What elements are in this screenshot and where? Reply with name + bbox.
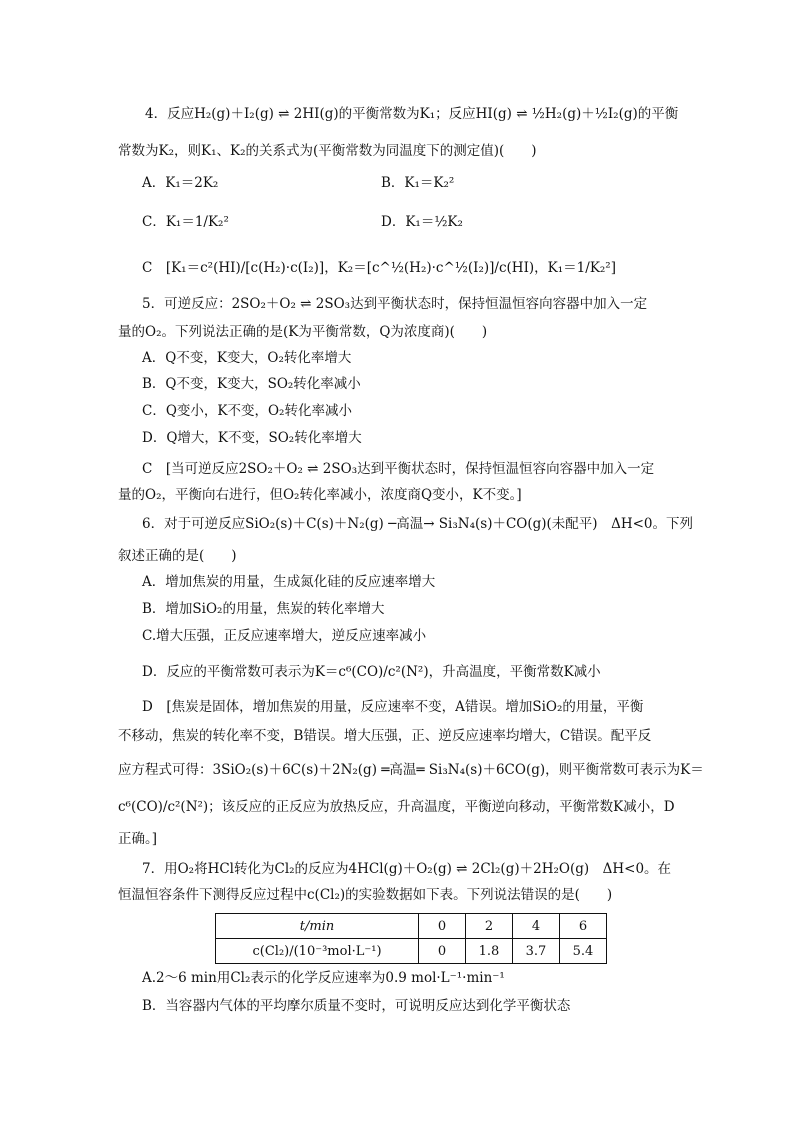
q4-option-c: C．K₁＝1/K₂² (142, 214, 229, 230)
table-cell: 1.8 (466, 939, 513, 964)
q6-stem-line2: 叙述正确的是( ) (118, 548, 237, 564)
q6-answer-line4: c⁶(CO)/c²(N²)；该反应的正反应为放热反应，升高温度，平衡逆向移动，平衡常数K减小，D (118, 799, 675, 815)
q4-option-a: A．K₁＝2K₂ (142, 175, 219, 191)
table-cell: 2 (466, 914, 513, 939)
q5-answer-line2: 量的O₂，平衡向右进行，但O₂转化率减小，浓度商Q变小，K不变。] (118, 487, 522, 503)
q7-option-a: A.2～6 min用Cl₂表示的化学反应速率为0.9 mol·L⁻¹·min⁻¹ (142, 970, 505, 986)
table-cell: 0 (419, 914, 466, 939)
q4-option-b: B．K₁＝K₂² (381, 175, 455, 191)
q4-stem-line1: 4．反应H₂(g)＋I₂(g) ⇌ 2HI(g)的平衡常数为K₁；反应HI(g) ⇌ ½H₂(g)＋½I₂(g)的平衡 (145, 106, 679, 122)
q4-stem-line2: 常数为K₂，则K₁、K₂的关系式为(平衡常数为同温度下的测定值)( ) (118, 143, 537, 159)
table-cell: 4 (513, 914, 560, 939)
q7-option-b: B．当容器内气体的平均摩尔质量不变时，可说明反应达到化学平衡状态 (142, 998, 571, 1014)
q6-option-d: D．反应的平衡常数可表示为K＝c⁶(CO)/c²(N²)，升高温度，平衡常数K减小 (142, 664, 601, 680)
table-cell: 3.7 (513, 939, 560, 964)
q6-answer-line1: D [焦炭是固体，增加焦炭的用量，反应速率不变，A错误。增加SiO₂的用量，平衡 (142, 699, 644, 715)
q6-stem-line1: 6．对于可逆反应SiO₂(s)＋C(s)＋N₂(g) ─高温→ Si₃N₄(s)＋CO(g)(未配平) ΔH<0。下列 (142, 516, 694, 532)
q6-answer-line5: 正确。] (118, 831, 158, 847)
q5-option-b: B．Q不变，K变大，SO₂转化率减小 (142, 376, 361, 392)
table-row (216, 914, 607, 939)
q7-stem-line1: 7．用O₂将HCl转化为Cl₂的反应为4HCl(g)＋O₂(g) ⇌ 2Cl₂(g)＋2H₂O(g) ΔH<0。在 (142, 861, 672, 877)
q4-option-d: D．K₁＝½K₂ (381, 214, 463, 230)
table-cell-concentration-label: c(Cl₂)/(10⁻³mol·L⁻¹) (216, 939, 419, 964)
table-cell-time-label: t/min (216, 914, 419, 939)
q5-answer-line1: C [当可逆反应2SO₂＋O₂ ⇌ 2SO₃达到平衡状态时，保持恒温恒容向容器中加入一定 (142, 461, 655, 477)
q4-answer: C [K₁＝c²(HI)/[c(H₂)·c(I₂)]，K₂＝[c^½(H₂)·c^½(I₂)]/c(HI)，K₁＝1/K₂²] (142, 260, 616, 276)
table-row (216, 939, 607, 964)
q5-stem-line1: 5．可逆反应：2SO₂＋O₂ ⇌ 2SO₃达到平衡状态时，保持恒温恒容向容器中加入一定 (142, 296, 648, 312)
table-cell: 0 (419, 939, 466, 964)
table-cell: 6 (560, 914, 607, 939)
q7-data-table (215, 913, 607, 964)
q6-option-c: C.增大压强，正反应速率增大，逆反应速率减小 (142, 628, 427, 644)
q6-option-a: A．增加焦炭的用量，生成氮化硅的反应速率增大 (142, 574, 436, 590)
q6-answer-line3: 应方程式可得：3SiO₂(s)＋6C(s)＋2N₂(g) ═高温═ Si₃N₄(s)＋6CO(g)，则平衡常数可表示为K＝ (118, 762, 704, 778)
table-cell: 5.4 (560, 939, 607, 964)
q5-option-c: C．Q变小，K不变，O₂转化率减小 (142, 403, 352, 419)
q6-option-b: B．增加SiO₂的用量，焦炭的转化率增大 (142, 601, 385, 617)
q5-option-d: D．Q增大，K不变，SO₂转化率增大 (142, 430, 362, 446)
q5-option-a: A．Q不变，K变大，O₂转化率增大 (142, 350, 352, 366)
q6-answer-line2: 不移动，焦炭的转化率不变，B错误。增大压强，正、逆反应速率均增大，C错误。配平反 (118, 728, 652, 744)
q5-stem-line2: 量的O₂。下列说法正确的是(K为平衡常数，Q为浓度商)( ) (118, 324, 488, 340)
q7-stem-line2: 恒温恒容条件下测得反应过程中c(Cl₂)的实验数据如下表。下列说法错误的是( ) (118, 887, 613, 903)
